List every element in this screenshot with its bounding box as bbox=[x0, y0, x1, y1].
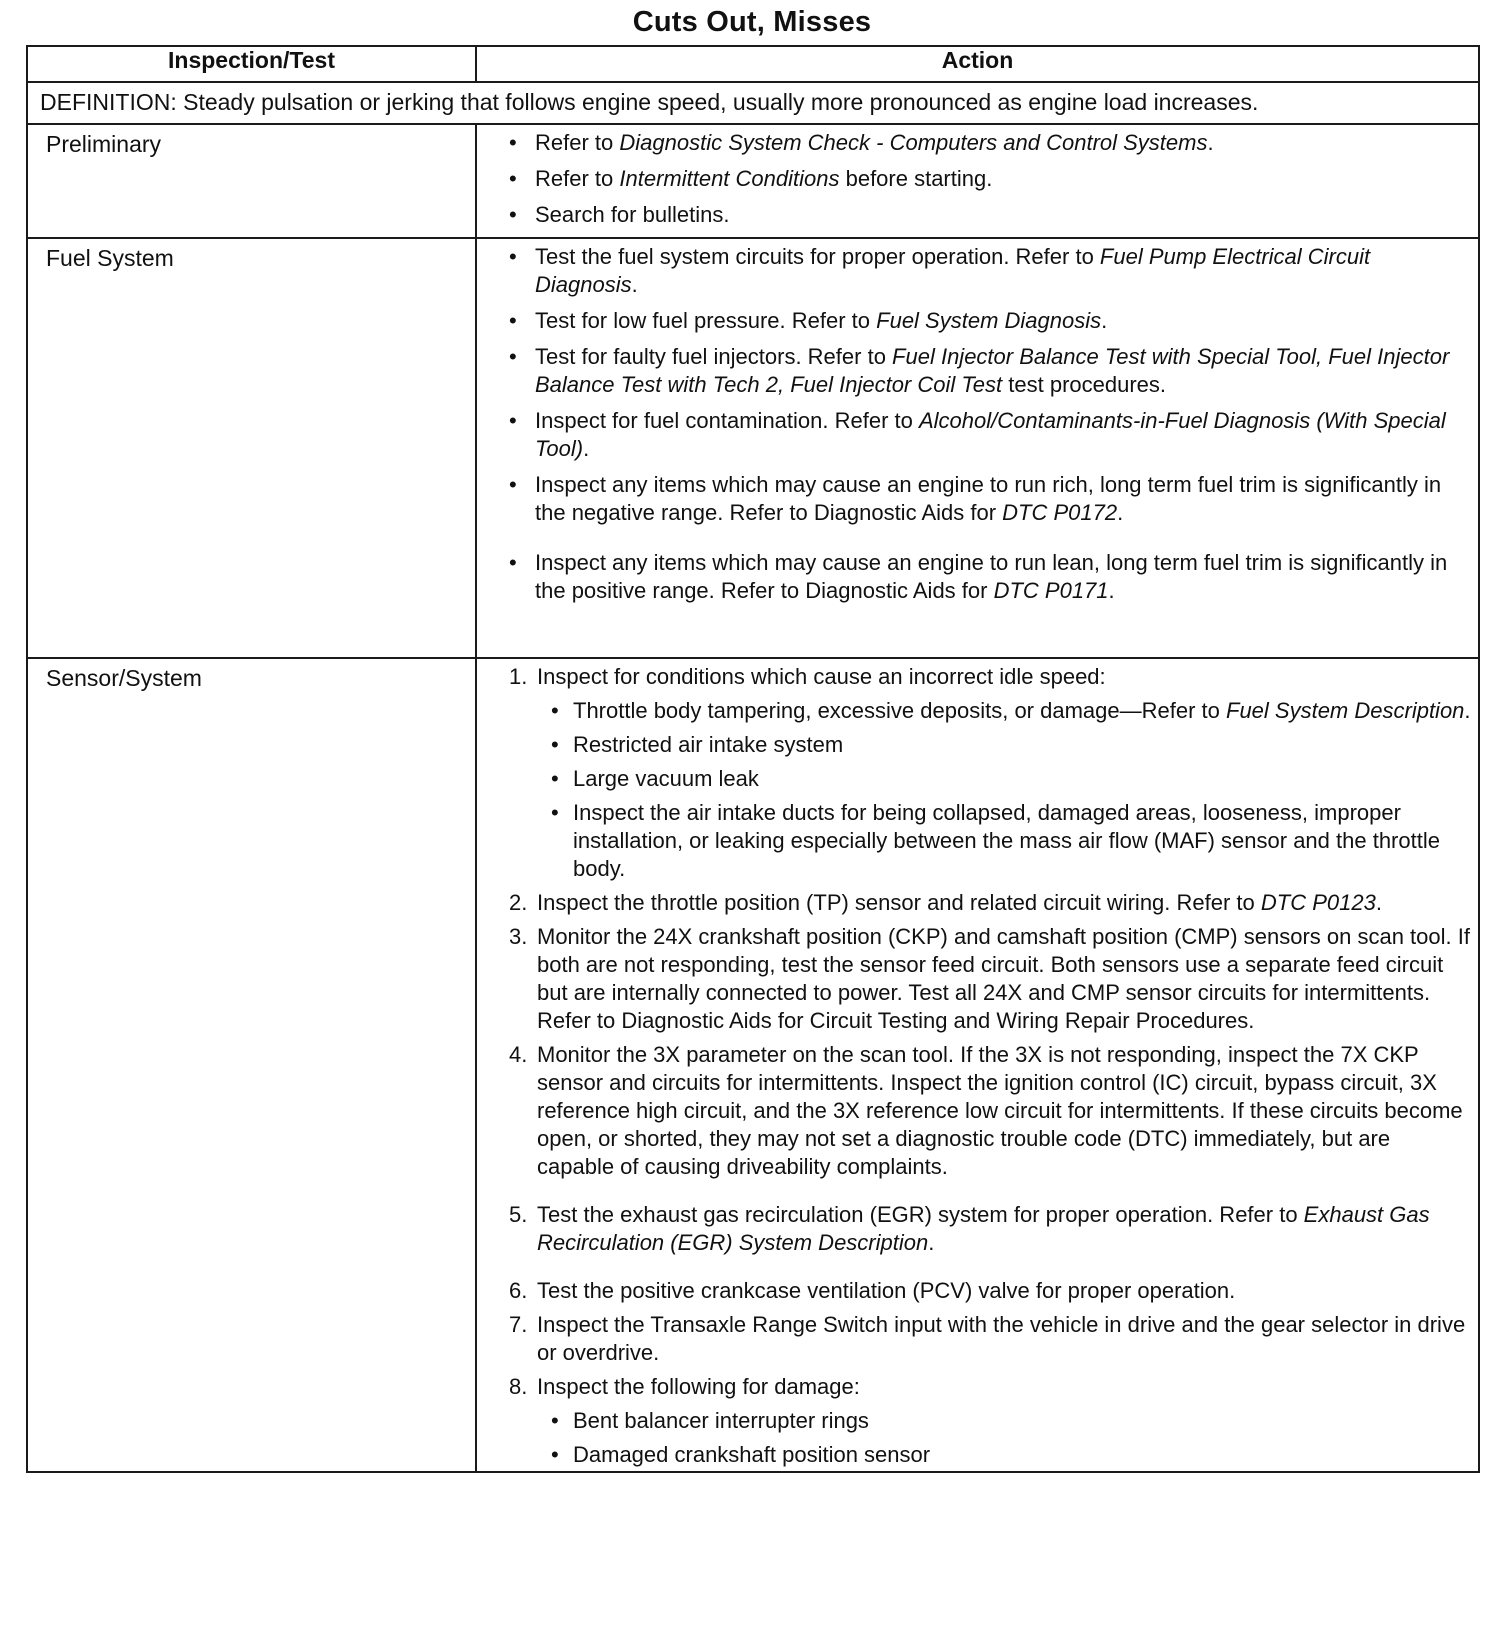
action-cell-fuel-system bbox=[476, 238, 1479, 658]
list-item: 2. Inspect the throttle position (TP) sensor and related circuit wiring. Refer to DTC P0123. bbox=[509, 890, 1382, 915]
list-item: • Test for low fuel pressure. Refer to Fuel System Diagnosis. bbox=[501, 307, 1472, 335]
list-item: • Refer to Intermittent Conditions before starting. bbox=[501, 165, 1472, 193]
diagnostic-table bbox=[26, 45, 1480, 1473]
list-item: • Inspect the air intake ducts for being collapsed, damaged areas, looseness, improper installation, or leaking especially between the mass air flow (MAF) sensor and the throttle body. bbox=[501, 799, 1472, 883]
action-cell-sensor-system bbox=[476, 658, 1479, 1472]
list-item: 5. Test the exhaust gas recirculation (EGR) system for proper operation. Refer to Exhaust Gas Recirculation (EGR) System Description. bbox=[509, 1202, 1430, 1255]
list-item: • Test the fuel system circuits for proper operation. Refer to Fuel Pump Electrical Circuit Diagnosis. bbox=[501, 243, 1472, 299]
list-item: 8. Inspect the following for damage: bbox=[509, 1374, 860, 1399]
list-item: • Large vacuum leak bbox=[501, 765, 1472, 793]
definition-text: DEFINITION: Steady pulsation or jerking that follows engine speed, usually more pronounced as engine load increases. bbox=[27, 82, 1479, 124]
list-item: 4. Monitor the 3X parameter on the scan tool. If the 3X is not responding, inspect the 7X CKP sensor and circuits for intermittents. Inspect the ignition control (IC) circuit, bypass circuit, 3X reference high circuit, and the 3X reference low circuit for intermittents. If these circuits become open, or shorted, they may not set a diagnostic trouble code (DTC) immediately, but are capable of causing driveability complaints. bbox=[509, 1042, 1463, 1179]
table-row-sensor-system bbox=[27, 658, 1479, 1472]
table-row-fuel-system bbox=[27, 238, 1479, 658]
list-item: • Damaged crankshaft position sensor bbox=[501, 1441, 1472, 1469]
list-item: 6. Test the positive crankcase ventilation (PCV) valve for proper operation. bbox=[509, 1278, 1236, 1303]
list-item: • Refer to Diagnostic System Check - Computers and Control Systems. bbox=[501, 129, 1472, 157]
row-label-preliminary: Preliminary bbox=[27, 124, 476, 238]
list-item: 1. Inspect for conditions which cause an incorrect idle speed: bbox=[509, 664, 1106, 689]
list-item: • Inspect any items which may cause an engine to run lean, long term fuel trim is significantly in the positive range. Refer to Diagnostic Aids for DTC P0171. bbox=[501, 549, 1472, 605]
list-item: • Inspect for fuel contamination. Refer to Alcohol/Contaminants-in-Fuel Diagnosis (With Special Tool). bbox=[501, 407, 1472, 463]
row-label-fuel-system: Fuel System bbox=[27, 238, 476, 658]
list-item: • Throttle body tampering, excessive deposits, or damage—Refer to Fuel System Description. bbox=[501, 697, 1472, 725]
definition-row bbox=[27, 82, 1479, 124]
column-header-action: Action bbox=[476, 46, 1479, 82]
table-header-row bbox=[27, 46, 1479, 82]
row-label-sensor-system: Sensor/System bbox=[27, 658, 476, 1472]
list-item: • Bent balancer interrupter rings bbox=[501, 1407, 1472, 1435]
list-item: 7. Inspect the Transaxle Range Switch input with the vehicle in drive and the gear selector in drive or overdrive. bbox=[509, 1312, 1466, 1365]
list-item: • Inspect any items which may cause an engine to run rich, long term fuel trim is significantly in the negative range. Refer to Diagnostic Aids for DTC P0172. bbox=[501, 471, 1472, 527]
column-header-inspection: Inspection/Test bbox=[27, 46, 476, 82]
list-item: • Restricted air intake system bbox=[501, 731, 1472, 759]
list-item: • Search for bulletins. bbox=[501, 201, 1472, 229]
page-title: Cuts Out, Misses bbox=[632, 6, 872, 38]
action-cell-preliminary bbox=[476, 124, 1479, 238]
list-item: 3. Monitor the 24X crankshaft position (CKP) and camshaft position (CMP) sensors on scan tool. If both are not responding, test the sensor feed circuit. Both sensors use a separate feed circuit but are internally connected to power. Test all 24X and CMP sensor circuits for intermittents. Refer to Diagnostic Aids for Circuit Testing and Wiring Repair Procedures. bbox=[509, 924, 1470, 1033]
list-item: • Test for faulty fuel injectors. Refer to Fuel Injector Balance Test with Special Tool, Fuel Injector Balance Test with Tech 2, Fuel Injector Coil Test test procedures. bbox=[501, 343, 1472, 399]
table-row-preliminary bbox=[27, 124, 1479, 238]
